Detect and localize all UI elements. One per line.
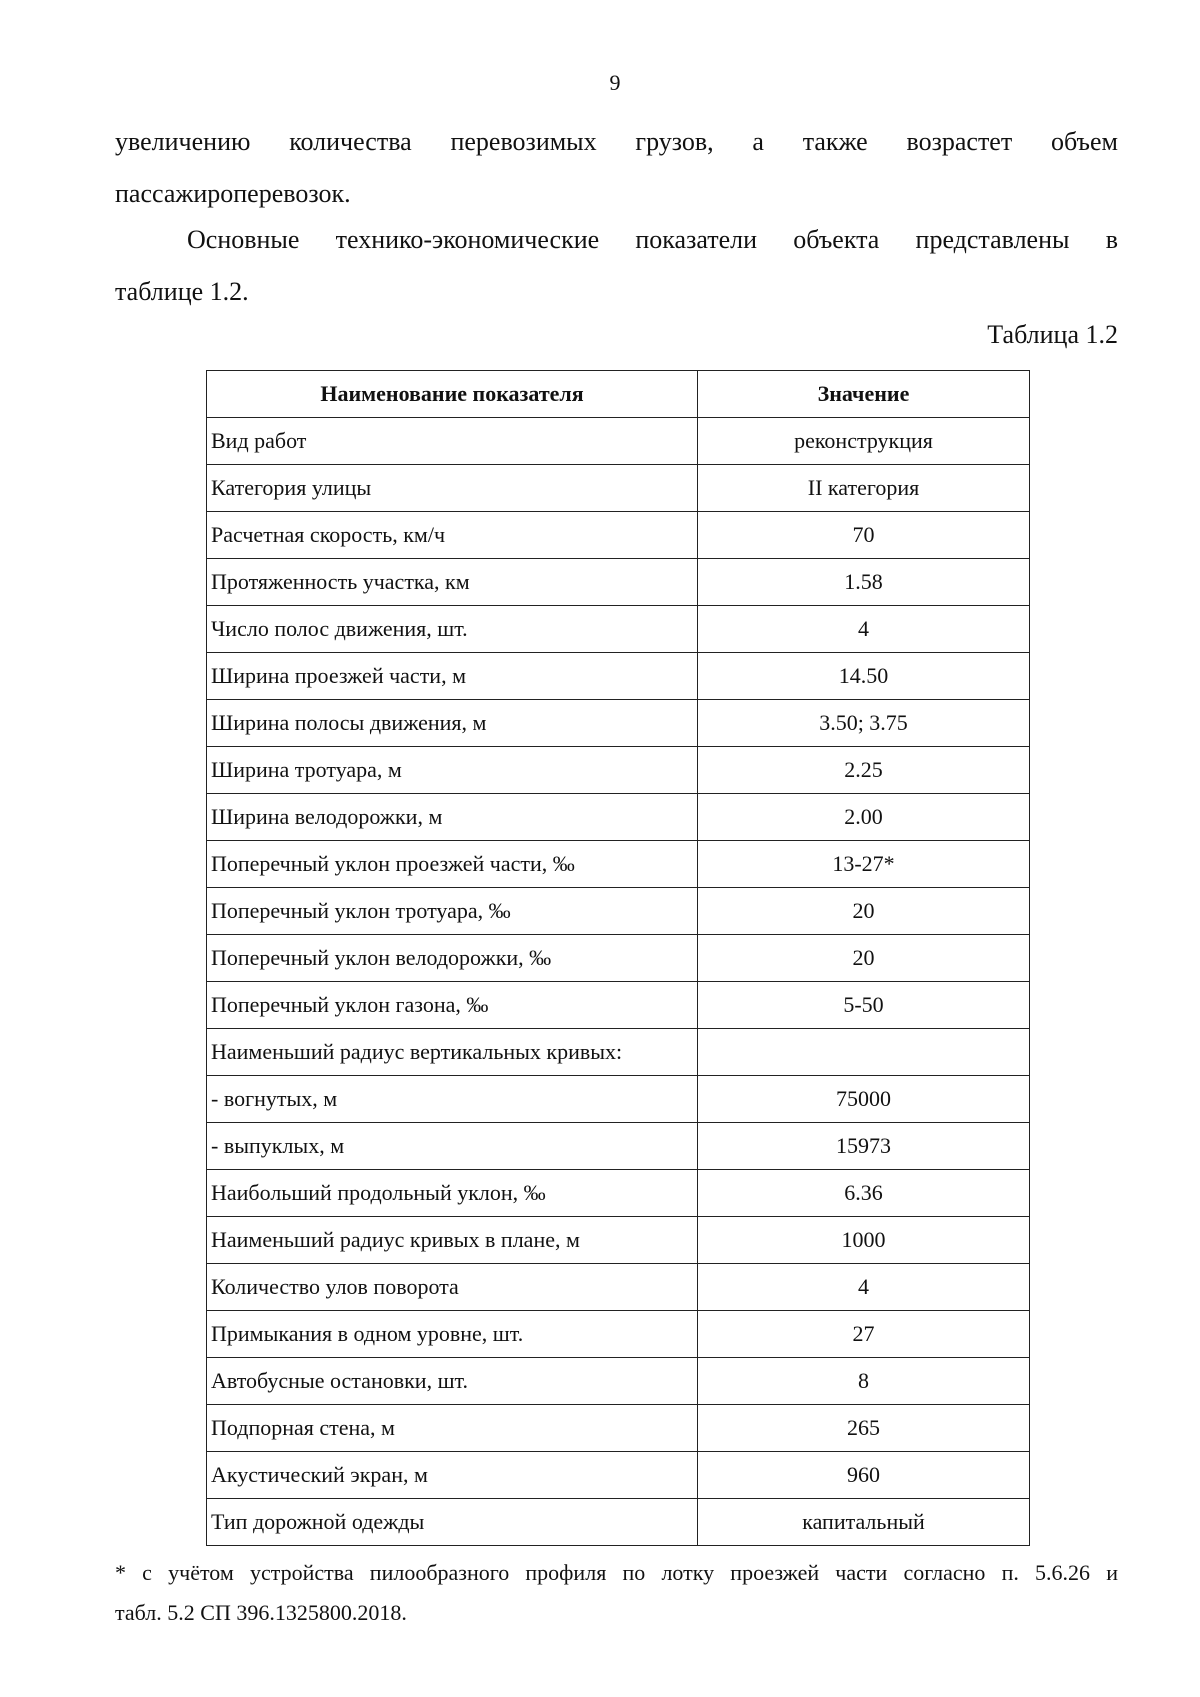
indicator-name-cell: Количество улов поворота bbox=[207, 1264, 698, 1311]
indicator-value-cell: 960 bbox=[698, 1452, 1030, 1499]
table-row bbox=[207, 1076, 1030, 1123]
table-row bbox=[207, 1405, 1030, 1452]
indicator-name-cell: Ширина тротуара, м bbox=[207, 747, 698, 794]
indicator-value-cell: 70 bbox=[698, 512, 1030, 559]
table-caption: Таблица 1.2 bbox=[987, 320, 1118, 349]
page-number: 9 bbox=[609, 70, 621, 95]
indicator-name-cell: Поперечный уклон проезжей части, ‰ bbox=[207, 841, 698, 888]
table-row bbox=[207, 512, 1030, 559]
table-row bbox=[207, 1452, 1030, 1499]
table-row bbox=[207, 653, 1030, 700]
table-header-row bbox=[207, 371, 1030, 418]
indicator-value-cell: 4 bbox=[698, 606, 1030, 653]
indicator-value-cell: реконструкция bbox=[698, 418, 1030, 465]
indicator-name-cell: Подпорная стена, м bbox=[207, 1405, 698, 1452]
table-row bbox=[207, 1029, 1030, 1076]
paragraph-line: таблице 1.2. bbox=[115, 277, 249, 306]
table-row bbox=[207, 841, 1030, 888]
table-row bbox=[207, 559, 1030, 606]
table-row bbox=[207, 1123, 1030, 1170]
indicator-value-cell: 3.50; 3.75 bbox=[698, 700, 1030, 747]
indicator-value-cell: 1000 bbox=[698, 1217, 1030, 1264]
table-row bbox=[207, 747, 1030, 794]
footnote-line: табл. 5.2 СП 396.1325800.2018. bbox=[115, 1600, 407, 1625]
table-row bbox=[207, 1499, 1030, 1546]
indicator-name-cell: Наименьший радиус кривых в плане, м bbox=[207, 1217, 698, 1264]
table-row bbox=[207, 1170, 1030, 1217]
column-header-name: Наименование показателя bbox=[207, 371, 698, 418]
indicator-value-cell: 27 bbox=[698, 1311, 1030, 1358]
indicator-value-cell: 75000 bbox=[698, 1076, 1030, 1123]
indicator-name-cell: Поперечный уклон велодорожки, ‰ bbox=[207, 935, 698, 982]
indicator-name-cell: Число полос движения, шт. bbox=[207, 606, 698, 653]
indicator-value-cell: 4 bbox=[698, 1264, 1030, 1311]
indicator-name-cell: Вид работ bbox=[207, 418, 698, 465]
column-header-value: Значение bbox=[698, 371, 1030, 418]
table-row bbox=[207, 606, 1030, 653]
table-row bbox=[207, 888, 1030, 935]
indicator-value-cell: 13-27* bbox=[698, 841, 1030, 888]
indicator-name-cell: Поперечный уклон газона, ‰ bbox=[207, 982, 698, 1029]
table-row bbox=[207, 1217, 1030, 1264]
indicator-name-cell: Ширина проезжей части, м bbox=[207, 653, 698, 700]
table-row bbox=[207, 418, 1030, 465]
footnote-line: * с учётом устройства пилообразного профиля по лотку проезжей части согласно п. 5.6.26 и bbox=[115, 1560, 1118, 1585]
indicator-name-cell: - вогнутых, м bbox=[207, 1076, 698, 1123]
paragraph-continuation bbox=[115, 116, 1118, 220]
paragraph-line: Основные технико-экономические показатели объекта представлены в bbox=[187, 225, 1118, 254]
indicator-value-cell: 6.36 bbox=[698, 1170, 1030, 1217]
indicators-table bbox=[206, 370, 1030, 1546]
indicator-name-cell: Ширина полосы движения, м bbox=[207, 700, 698, 747]
table-body bbox=[207, 418, 1030, 1546]
indicator-value-cell bbox=[698, 1029, 1030, 1076]
indicator-value-cell: 1.58 bbox=[698, 559, 1030, 606]
indicator-name-cell: Расчетная скорость, км/ч bbox=[207, 512, 698, 559]
indicator-value-cell: 20 bbox=[698, 935, 1030, 982]
indicator-name-cell: Категория улицы bbox=[207, 465, 698, 512]
indicator-value-cell: 2.25 bbox=[698, 747, 1030, 794]
indicator-name-cell: Акустический экран, м bbox=[207, 1452, 698, 1499]
indicator-value-cell: 20 bbox=[698, 888, 1030, 935]
table-row bbox=[207, 1311, 1030, 1358]
indicator-name-cell: Поперечный уклон тротуара, ‰ bbox=[207, 888, 698, 935]
indicator-name-cell: Наименьший радиус вертикальных кривых: bbox=[207, 1029, 698, 1076]
table-row bbox=[207, 982, 1030, 1029]
paragraph-table-intro bbox=[115, 214, 1118, 318]
indicator-value-cell: 8 bbox=[698, 1358, 1030, 1405]
indicator-value-cell: 265 bbox=[698, 1405, 1030, 1452]
indicator-value-cell: 5-50 bbox=[698, 982, 1030, 1029]
indicator-name-cell: - выпуклых, м bbox=[207, 1123, 698, 1170]
indicator-value-cell: II категория bbox=[698, 465, 1030, 512]
table-row bbox=[207, 700, 1030, 747]
paragraph-line: увеличению количества перевозимых грузов, а также возрастет объем bbox=[115, 127, 1118, 156]
indicator-name-cell: Протяженность участка, км bbox=[207, 559, 698, 606]
indicator-value-cell: капитальный bbox=[698, 1499, 1030, 1546]
table-row bbox=[207, 465, 1030, 512]
table-row bbox=[207, 794, 1030, 841]
indicator-name-cell: Тип дорожной одежды bbox=[207, 1499, 698, 1546]
table-row bbox=[207, 1264, 1030, 1311]
indicator-value-cell: 2.00 bbox=[698, 794, 1030, 841]
indicator-name-cell: Наибольший продольный уклон, ‰ bbox=[207, 1170, 698, 1217]
footnote bbox=[115, 1553, 1118, 1633]
indicator-name-cell: Примыкания в одном уровне, шт. bbox=[207, 1311, 698, 1358]
indicator-name-cell: Ширина велодорожки, м bbox=[207, 794, 698, 841]
paragraph-line: пассажироперевозок. bbox=[115, 179, 351, 208]
table-row bbox=[207, 1358, 1030, 1405]
indicator-value-cell: 15973 bbox=[698, 1123, 1030, 1170]
indicator-name-cell: Автобусные остановки, шт. bbox=[207, 1358, 698, 1405]
table-row bbox=[207, 935, 1030, 982]
indicator-value-cell: 14.50 bbox=[698, 653, 1030, 700]
